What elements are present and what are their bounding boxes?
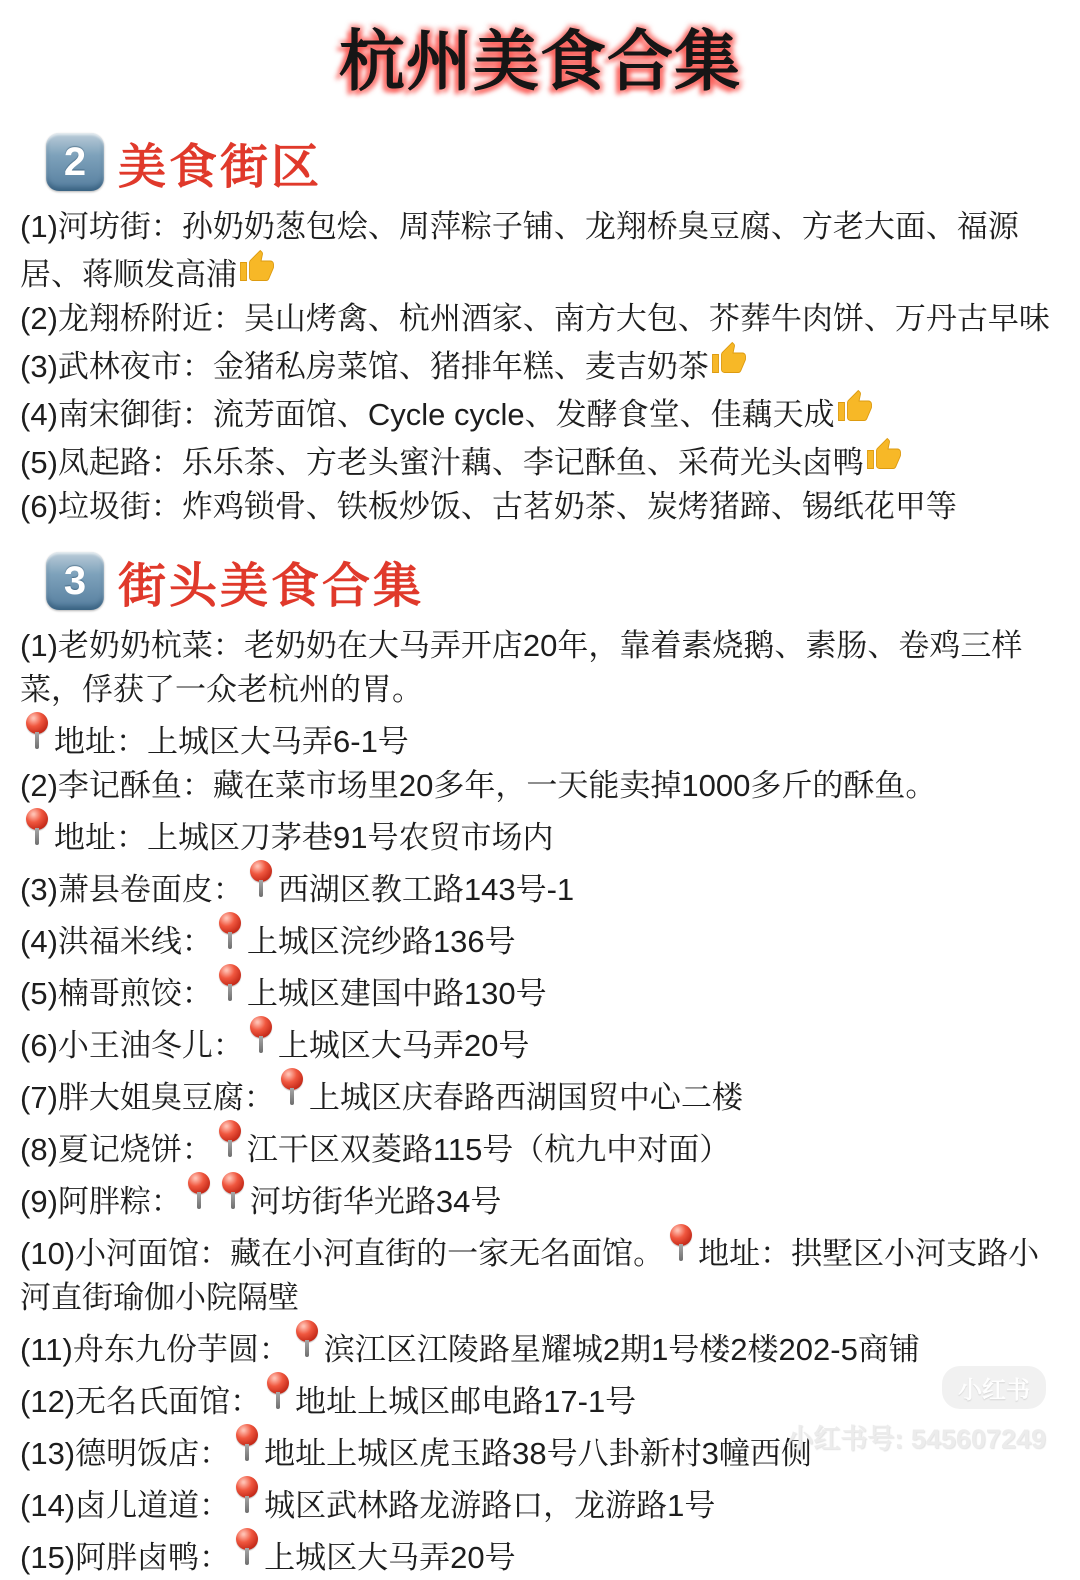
list-item xyxy=(20,624,1060,712)
item-text: (3)萧县卷面皮： xyxy=(20,871,244,907)
list-item xyxy=(20,712,1060,764)
section-header xyxy=(46,128,1080,197)
pin-icon xyxy=(281,1068,303,1108)
item-text: 上城区浣纱路136号 xyxy=(246,923,516,959)
list-item xyxy=(20,808,1060,860)
list-item xyxy=(20,437,1060,485)
item-text: 上城区大马弄20号 xyxy=(264,1539,516,1575)
section-items xyxy=(0,205,1080,529)
item-text: 城区武林路龙游路口，龙游路1号 xyxy=(264,1487,716,1523)
item-text: (6)小王油冬儿： xyxy=(20,1027,244,1063)
item-text: (14)卤儿道道： xyxy=(20,1487,231,1523)
item-text: 上城区建国中路130号 xyxy=(246,975,547,1011)
pin-icon xyxy=(188,1172,210,1212)
item-text: (6)垃圾街：炸鸡锁骨、铁板炒饭、古茗奶茶、炭烤猪蹄、锡纸花甲等 xyxy=(20,488,957,524)
item-text: 地址上城区邮电路17-1号 xyxy=(295,1383,637,1419)
list-item xyxy=(20,341,1060,389)
item-text: (9)阿胖粽： xyxy=(20,1183,182,1219)
pin-icon xyxy=(219,964,241,1004)
item-text: (7)胖大姐臭豆腐： xyxy=(20,1079,275,1115)
page-title: 杭州美食合集 xyxy=(339,24,741,98)
pin-icon xyxy=(236,1424,258,1464)
list-item xyxy=(20,389,1060,437)
item-text: (3)武林夜市：金猪私房菜馆、猪排年糕、麦吉奶茶 xyxy=(20,348,709,384)
pin-icon xyxy=(219,912,241,952)
thumbs-up-icon xyxy=(866,437,902,473)
section-title: 美食街区 xyxy=(118,140,323,194)
thumbs-up-icon xyxy=(711,341,747,377)
pin-icon xyxy=(222,1172,244,1212)
watermark xyxy=(786,1366,1046,1456)
item-text: (15)阿胖卤鸭： xyxy=(20,1539,231,1575)
item-text: 地址：拱墅区小河支路小河直街瑜伽小院隔壁 xyxy=(20,1235,1040,1315)
item-text: (4)洪福米线： xyxy=(20,923,213,959)
pin-icon xyxy=(250,860,272,900)
item-text: (1)河坊街：孙奶奶葱包烩、周萍粽子铺、龙翔桥臭豆腐、方老大面、福源居、蒋顺发高浦 xyxy=(20,208,1019,292)
item-text: 江干区双菱路115号（杭九中对面） xyxy=(246,1131,731,1167)
item-text: (11)舟东九份芋圆： xyxy=(20,1331,290,1367)
list-item xyxy=(20,485,1060,529)
item-text: (8)夏记烧饼： xyxy=(20,1131,213,1167)
item-text: (5)凤起路：乐乐茶、方老头蜜汁藕、李记酥鱼、采荷光头卤鸭 xyxy=(20,444,864,480)
list-item xyxy=(20,1172,1060,1224)
list-item xyxy=(20,1528,1060,1580)
item-text: 地址：上城区刀茅巷91号农贸市场内 xyxy=(54,819,554,855)
list-item xyxy=(20,764,1060,808)
list-item xyxy=(20,1476,1060,1528)
item-text: (1)老奶奶杭菜：老奶奶在大马弄开店20年，靠着素烧鹅、素肠、卷鸡三样菜，俘获了一众老杭州的胃。 xyxy=(20,627,1023,707)
item-text: 河坊街华光路34号 xyxy=(249,1183,502,1219)
item-text: 地址：上城区大马弄6-1号 xyxy=(54,723,409,759)
item-text: (10)小河面馆：藏在小河直街的一家无名面馆。 xyxy=(20,1235,665,1271)
item-text: 地址上城区虎玉路38号八卦新村3幢西侧 xyxy=(264,1435,812,1471)
item-text: 上城区庆春路西湖国贸中心二楼 xyxy=(308,1079,743,1115)
list-item xyxy=(20,1224,1060,1320)
item-text: 上城区大马弄20号 xyxy=(277,1027,530,1063)
keycap-2-icon: 2 xyxy=(46,133,104,191)
item-text: (5)楠哥煎饺： xyxy=(20,975,213,1011)
food-guide-page xyxy=(0,24,1080,1575)
list-item xyxy=(20,964,1060,1016)
list-item xyxy=(20,1120,1060,1172)
pin-icon xyxy=(236,1528,258,1568)
item-text: (13)德明饭店： xyxy=(20,1435,231,1471)
list-item xyxy=(20,205,1060,297)
section-title: 街头美食合集 xyxy=(118,559,425,613)
pin-icon xyxy=(236,1476,258,1516)
section-header xyxy=(46,547,1080,616)
pin-icon xyxy=(296,1320,318,1360)
list-item xyxy=(20,860,1060,912)
pin-icon xyxy=(670,1224,692,1264)
pin-icon xyxy=(219,1120,241,1160)
thumbs-up-icon xyxy=(837,389,873,425)
pin-icon xyxy=(26,712,48,752)
thumbs-up-icon xyxy=(239,249,275,285)
list-item xyxy=(20,1320,1060,1372)
pin-icon xyxy=(26,808,48,848)
item-text: (2)龙翔桥附近：吴山烤禽、杭州酒家、南方大包、芥葬牛肉饼、万丹古早味 xyxy=(20,300,1050,336)
item-text: 滨江区江陵路星耀城2期1号楼2楼202-5商铺 xyxy=(323,1331,920,1367)
section-food-streets xyxy=(0,128,1080,529)
xiaohongshu-id: 小红书号: 545607249 xyxy=(786,1424,1046,1454)
item-text: (4)南宋御街：流芳面馆、Cycle cycle、发酵食堂、佳藕天成 xyxy=(20,396,835,432)
list-item xyxy=(20,1016,1060,1068)
item-text: (12)无名氏面馆： xyxy=(20,1383,262,1419)
pin-icon xyxy=(267,1372,289,1412)
xiaohongshu-badge: 小红书 xyxy=(942,1366,1046,1409)
list-item xyxy=(20,912,1060,964)
pin-icon xyxy=(250,1016,272,1056)
item-text: 西湖区教工路143号-1 xyxy=(277,871,575,907)
list-item xyxy=(20,297,1060,341)
keycap-3-icon: 3 xyxy=(46,552,104,610)
item-text: (2)李记酥鱼：藏在菜市场里20多年，一天能卖掉1000多斤的酥鱼。 xyxy=(20,767,937,803)
list-item xyxy=(20,1068,1060,1120)
